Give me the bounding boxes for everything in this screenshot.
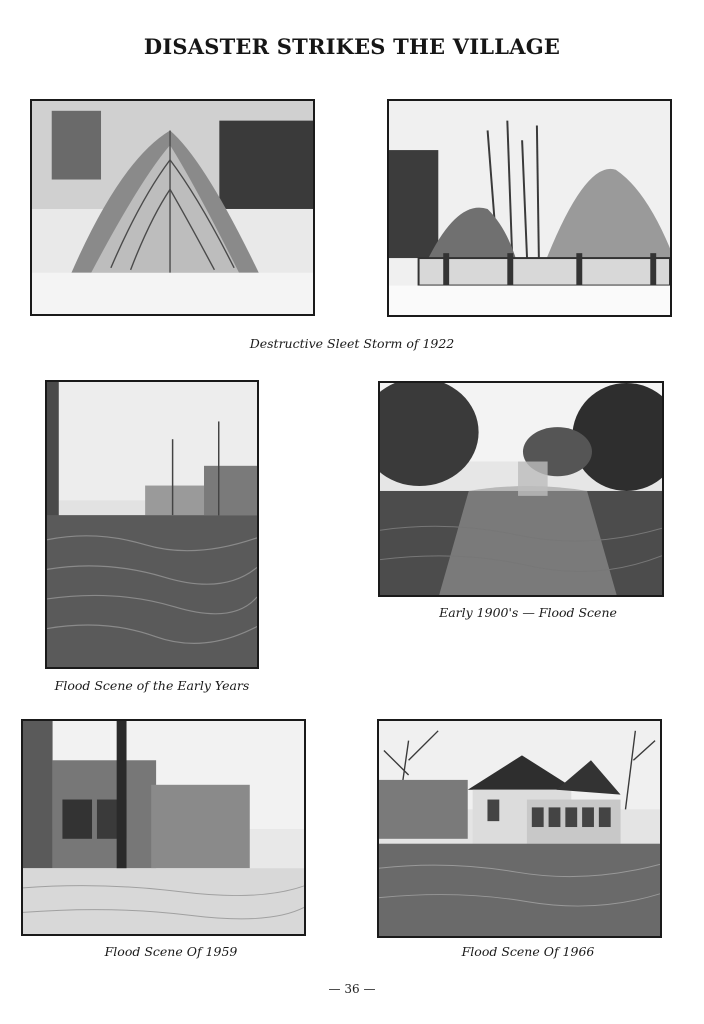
caption-flood-early-1900s: Early 1900's — Flood Scene	[439, 605, 617, 620]
caption-flood-early-years: Flood Scene of the Early Years	[54, 678, 250, 693]
photo-flood-street	[45, 380, 259, 669]
caption-flood-1966: Flood Scene Of 1966	[461, 944, 595, 959]
photo-flood-1966	[377, 719, 662, 938]
caption-flood-1959: Flood Scene Of 1959	[104, 944, 238, 959]
page-title: DISASTER STRIKES THE VILLAGE	[143, 34, 561, 59]
photo-flood-1959	[21, 719, 306, 936]
photo-sleet-tree	[30, 99, 315, 316]
photo-flood-early-1900s	[378, 381, 664, 597]
photo-sleet-fence	[387, 99, 672, 317]
page-number: — 36 —	[328, 982, 376, 996]
caption-sleet-storm: Destructive Sleet Storm of 1922	[249, 336, 455, 351]
